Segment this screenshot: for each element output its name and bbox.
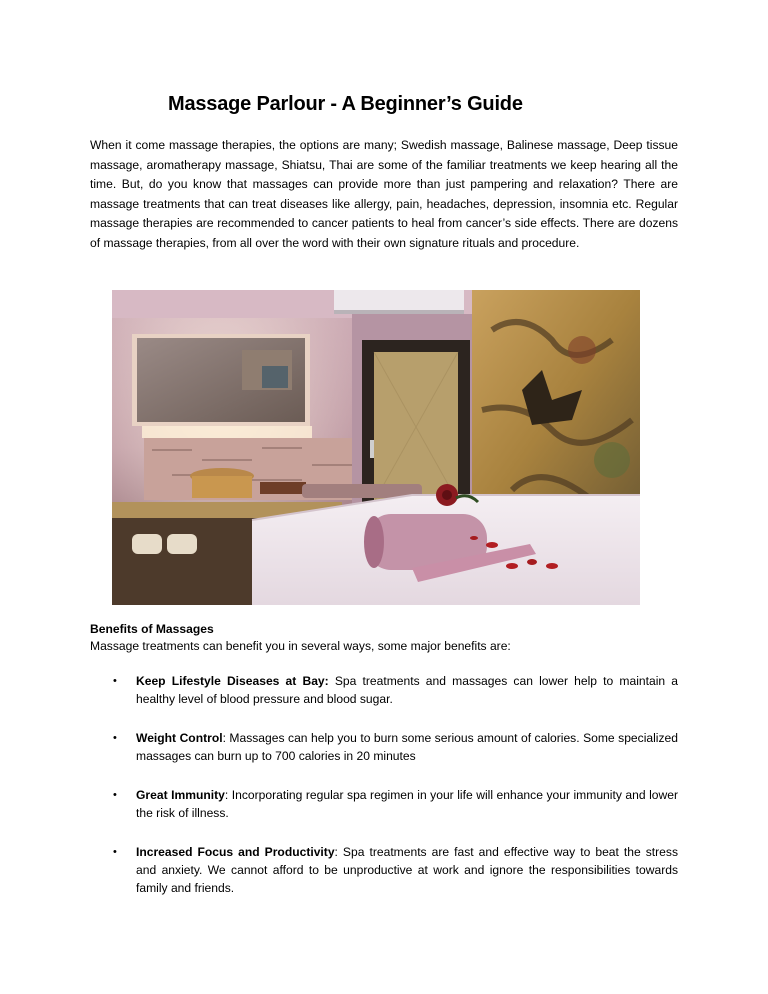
benefit-label: Weight Control xyxy=(136,731,223,745)
benefit-label: Increased Focus and Productivity xyxy=(136,845,335,859)
benefits-list xyxy=(90,672,678,918)
benefit-label: Keep Lifestyle Diseases at Bay: xyxy=(136,674,329,688)
benefits-lead: Massage treatments can benefit you in several ways, some major benefits are: xyxy=(90,639,511,653)
bullet-icon: • xyxy=(113,732,117,744)
list-item xyxy=(90,786,678,822)
bullet-icon: • xyxy=(113,789,117,801)
bullet-icon: • xyxy=(113,675,117,687)
list-item xyxy=(90,729,678,765)
benefit-text: : Massages can help you to burn some serious amount of calories. Some specialized massages can burn up to 700 calories in 20 minutes xyxy=(136,731,678,763)
benefit-text: : Incorporating regular spa regimen in your life will enhance your immunity and lower the risk of illness. xyxy=(136,788,678,820)
intro-paragraph: When it come massage therapies, the options are many; Swedish massage, Balinese massage, Deep tissue massage, aromatherapy massage, Shiatsu, Thai are some of the familiar treatments we keep hearing all the time. But, do you know that massages can provide more than just pampering and relaxation? There are massage treatments that can treat diseases like allergy, pain, headaches, depression, insomnia etc. Regular massage therapies are recommended to cancer patients to heal from cancer’s side effects. There are dozens of massage therapies, from all over the word with their own signature rituals and procedure. xyxy=(90,138,678,250)
bullet-icon: • xyxy=(113,846,117,858)
spa-room-photo xyxy=(112,290,640,605)
benefit-text: Spa treatments and massages can lower help to maintain a healthy level of blood pressure and blood sugar. xyxy=(136,674,678,706)
list-item xyxy=(90,672,678,708)
page-title: Massage Parlour - A Beginner’s Guide xyxy=(168,93,523,115)
benefit-label: Great Immunity xyxy=(136,788,225,802)
benefit-text: : Spa treatments are fast and effective way to beat the stress and anxiety. We cannot afford to be unproductive at work and ignore the responsibilities towards family and friends. xyxy=(136,845,678,895)
benefits-heading: Benefits of Massages xyxy=(90,622,214,636)
list-item xyxy=(90,843,678,897)
